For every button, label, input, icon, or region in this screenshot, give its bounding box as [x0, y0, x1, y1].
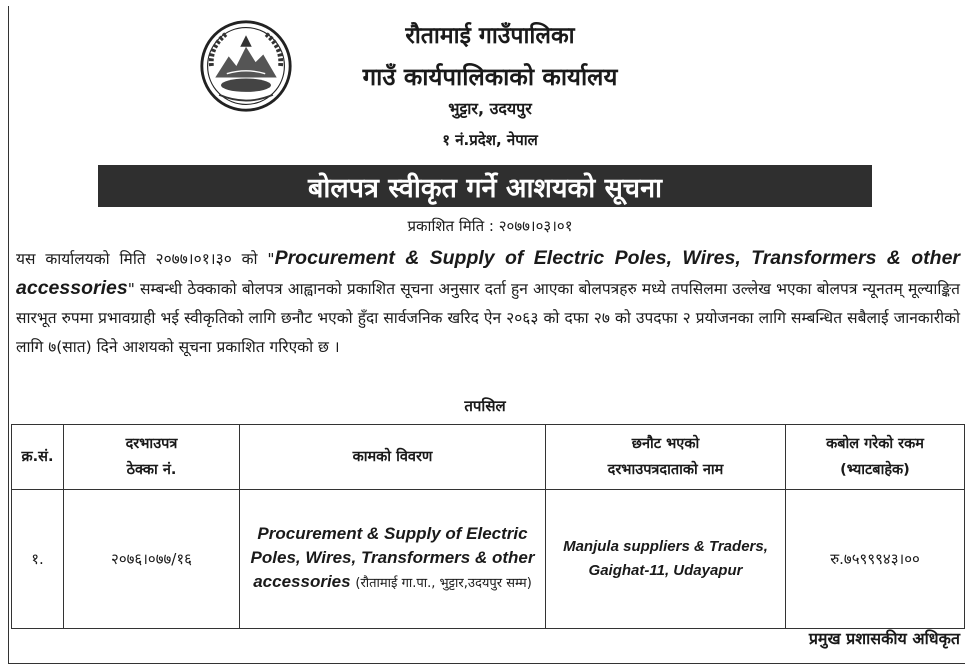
schedule-table [11, 424, 965, 629]
notice-title: बोलपत्र स्वीकृत गर्ने आशयको सूचना [307, 172, 663, 204]
table-header-row [12, 425, 965, 490]
header-bidder: छनौट भएको दरभाउपत्रदाताको नाम [546, 425, 786, 490]
body-intro: यस कार्यालयको मिति २०७७।०१।३० को " [16, 250, 275, 268]
description-np: (रौतामाई गा.पा., भुट्टार,उदयपुर सम्म) [355, 576, 532, 591]
government-emblem-icon [198, 18, 294, 114]
notice-body [16, 244, 960, 362]
cell-bidder: Manjula suppliers & Traders, Gaighat-11, Udayapur [546, 490, 786, 629]
schedule-label: तपसिल [464, 397, 506, 415]
municipality-name: रौतामाई गाउँपालिका [405, 23, 575, 49]
header-contract-no: दरभाउपत्र ठेक्का नं. [64, 425, 240, 490]
cell-contract-no: २०७६।०७७/१६ [64, 490, 240, 629]
office-address: भुट्टार, उदयपुर [448, 99, 532, 118]
header-description: कामको विवरण [240, 425, 546, 490]
province-line: १ नं.प्रदेश, नेपाल [442, 131, 538, 149]
published-date: प्रकाशित मिति : २०७७।०३।०१ [407, 217, 573, 235]
body-main: " सम्बन्धी ठेक्काको बोलपत्र आह्वानको प्रकाशित सूचना अनुसार दर्ता हुन आएका बोलपत्रहरु मध्ये तपसिलमा उल्लेख भएका बोलपत्र न्यूनतम् मूल्याङ्कित सारभूत रुपमा प्रभावग्राही भई स्वीकृतिको लागि छनौट भएको हुँदा सार्वजनिक खरिद ऐन २०६३ को दफा २७ को उपदफा २ प्रयोजनका लागि सम्बन्धित सबैलाई जानकारीको लागि ७(सात) दिने आशयको सूचना प्रकाशित गरिएको छ । [16, 280, 960, 356]
header-sn: क्र.सं. [12, 425, 64, 490]
signatory-title: प्रमुख प्रशासकीय अधिकृत [808, 629, 960, 648]
header-amount: कबोल गरेको रकम (भ्याटबाहेक) [786, 425, 965, 490]
table-row [12, 490, 965, 629]
cell-amount: रु.७५९९९४३।०० [786, 490, 965, 629]
cell-sn: १. [12, 490, 64, 629]
notice-title-banner [98, 165, 872, 207]
description-en: Procurement & Supply of Electric Poles, Wires, Transformers & other accessories [250, 524, 535, 591]
office-name: गाउँ कार्यपालिकाको कार्यालय [362, 63, 618, 91]
cell-description [240, 490, 546, 629]
project-title-en: Procurement & Supply of Electric Poles, Wires, Transformers & other accessories [16, 247, 960, 299]
